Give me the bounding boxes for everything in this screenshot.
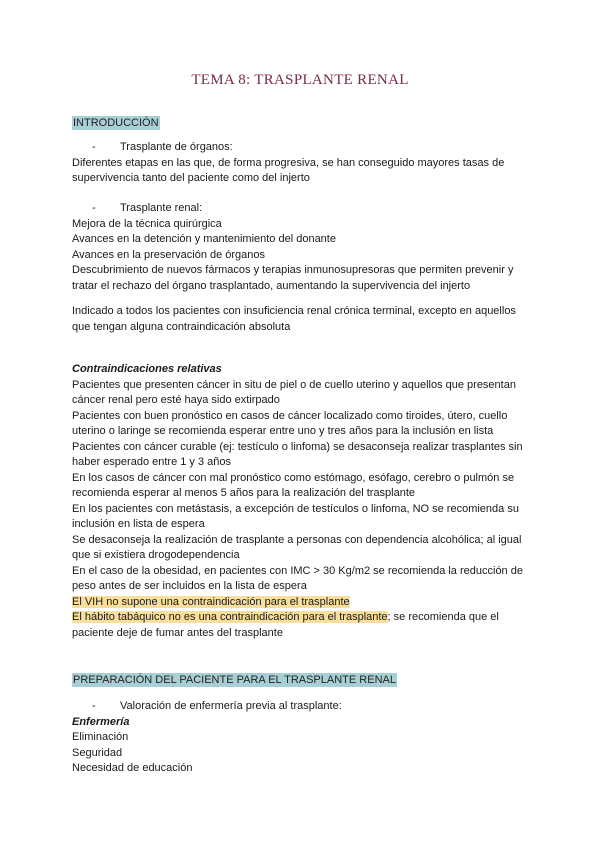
nursing-item: Eliminación	[72, 731, 129, 743]
contra-line: Pacientes con cáncer curable (ej: testículo o linfoma) se desaconseja realizar trasplantes sin	[72, 440, 523, 453]
tabaco-line	[72, 610, 542, 626]
prep-heading: PREPARACIÓN DEL PACIENTE PARA EL TRASPLANTE RENAL	[73, 674, 396, 686]
bullet-organ-transplant: - Trasplante de órganos:	[92, 141, 233, 153]
intro-text-line: Diferentes etapas en las que, de forma progresiva, se han conseguido mayores tasas de	[72, 156, 505, 169]
intro-text-line: supervivencia tanto del paciente como del injerto	[72, 172, 310, 184]
contra-line: peso antes de ser incluidos en la lista de espera	[72, 580, 307, 592]
contra-line: En los pacientes con metástasis, a excepción de testículos o linfoma, NO se recomienda su	[72, 502, 519, 515]
vih-highlight: El VIH no supone una contraindicación para el trasplante	[72, 595, 350, 608]
bullet-renal-transplant: - Trasplante renal:	[92, 202, 203, 214]
contra-line: Pacientes con buen pronóstico en casos de cáncer localizado como tiroides, útero, cuello	[72, 409, 508, 422]
prep-section	[72, 670, 542, 688]
intro-heading: INTRODUCCIÓN	[73, 117, 159, 129]
renal-text-line: Mejora de la técnica quirúrgica	[72, 217, 222, 230]
indication-block	[72, 304, 542, 335]
contra-line: haber esperado entre 1 y 3 años	[72, 456, 232, 468]
renal-transplant-block	[72, 201, 542, 294]
organ-transplant-block	[72, 140, 542, 187]
contra-line: cáncer renal pero esté haya sido extirpado	[72, 394, 280, 406]
nursing-heading: Enfermería	[72, 715, 130, 728]
tabaco-rest: ; se recomienda que el	[387, 611, 499, 623]
contra-line: inclusión en lista de espera	[72, 518, 205, 530]
tabaco-highlight: El hábito tabáquico no es una contraindicación para el trasplante	[72, 611, 388, 623]
contra-line: que si existiera drogodependencia	[72, 549, 240, 561]
contra-line: En los casos de cáncer con mal pronóstico como estómago, esófago, cerebro o pulmón se	[72, 471, 515, 484]
nursing-block	[72, 699, 542, 777]
contraindications-heading: Contraindicaciones relativas	[72, 363, 222, 375]
vih-line	[72, 595, 542, 611]
renal-text-line: Descubrimiento de nuevos fármacos y terapias inmunosupresoras que permiten prevenir y	[72, 264, 514, 276]
contra-line: recomienda esperar al menos 5 años para la realización del trasplante	[72, 487, 416, 499]
contra-line: uterino o laringe se recomienda esperar entre uno y tres años para la inclusión en lista	[72, 425, 494, 437]
contra-line: En el caso de la obesidad, en pacientes con IMC > 30 Kg/m2 se recomienda la reducción de	[72, 564, 523, 577]
nursing-item: Necesidad de educación	[72, 762, 193, 774]
renal-text-line: tratar el rechazo del órgano trasplantado, aumentando la supervivencia del injerto	[72, 279, 471, 292]
indication-line: Indicado a todos los pacientes con insuficiencia renal crónica terminal, excepto en aquellos	[72, 305, 516, 317]
contra-line: Se desaconseja la realización de trasplante a personas con dependencia alcohólica; al igual	[72, 533, 522, 546]
intro-section	[72, 113, 542, 131]
page-title: TEMA 8: TRASPLANTE RENAL	[191, 72, 409, 88]
renal-text-line: Avances en la preservación de órganos	[72, 248, 266, 261]
bullet-nursing-assessment: - Valoración de enfermería previa al trasplante:	[92, 700, 342, 712]
nursing-item: Seguridad	[72, 746, 123, 759]
indication-line: que tengan alguna contraindicación absoluta	[72, 320, 291, 333]
renal-text-line: Avances en la detención y mantenimiento del donante	[72, 233, 336, 245]
contraindications-block	[72, 362, 542, 641]
contra-line: Pacientes que presenten cáncer in situ de piel o de cuello uterino y aquellos que presentan	[72, 378, 516, 391]
tabaco-line-2: paciente deje de fumar antes del trasplante	[72, 626, 283, 639]
